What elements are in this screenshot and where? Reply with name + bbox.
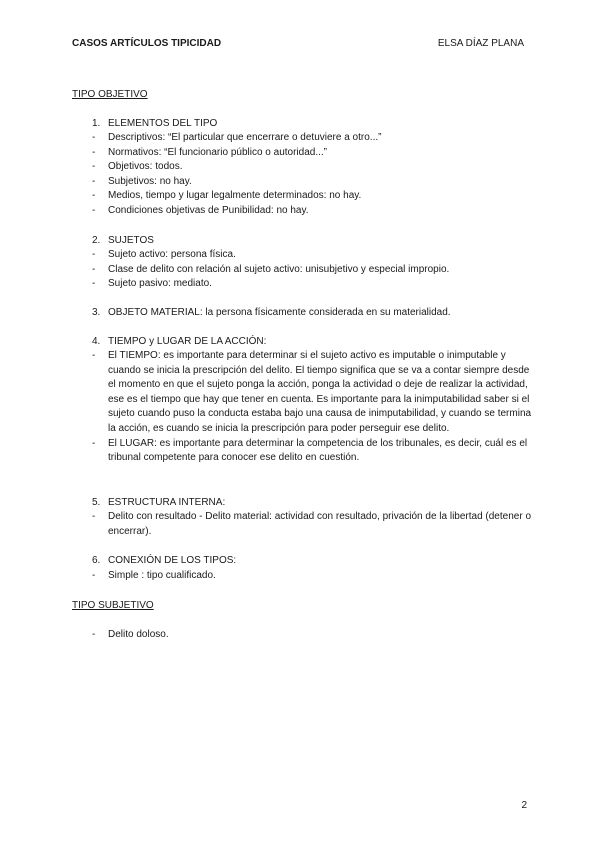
heading-text: ELEMENTOS DEL TIPO — [108, 118, 218, 129]
section-title-tipo-subjetivo: TIPO SUBJETIVO — [72, 600, 154, 611]
heading-number: 1. — [92, 118, 101, 129]
list-tiempo-lugar — [92, 349, 532, 466]
list-estructura-interna — [92, 510, 532, 539]
heading-number: 5. — [92, 497, 101, 508]
section-title-tipo-objetivo: TIPO OBJETIVO — [72, 89, 148, 100]
list-item: - Simple : tipo cualificado. — [92, 569, 532, 584]
list-item: - Delito con resultado - Delito material: actividad con resultado, privación de la libertad (detener o encerrar). — [92, 510, 532, 539]
heading-objeto-material — [92, 306, 451, 321]
heading-text: CONEXIÓN DE LOS TIPOS: — [108, 555, 237, 566]
list-item: - El LUGAR: es importante para determinar la competencia de los tribunales, es decir, cuál es el tribunal competente para conocer ese delito en cuestión. — [92, 437, 532, 466]
heading-tiempo-lugar — [92, 335, 266, 350]
list-item: - Sujeto pasivo: mediato. — [92, 277, 532, 292]
list-conexion-tipos — [92, 569, 532, 584]
list-item: - Condiciones objetivas de Punibilidad: no hay. — [92, 204, 532, 219]
heading-elementos-del-tipo — [92, 117, 217, 132]
list-item: - Medios, tiempo y lugar legalmente determinados: no hay. — [92, 189, 532, 204]
heading-conexion-tipos — [92, 554, 236, 569]
heading-text: ESTRUCTURA INTERNA: — [108, 497, 226, 508]
heading-text: TIEMPO y LUGAR DE LA ACCIÓN: — [108, 336, 267, 347]
list-item: - Descriptivos: “El particular que encerrare o detuviere a otro...” — [92, 131, 532, 146]
heading-number: 4. — [92, 336, 101, 347]
list-item: - Sujeto activo: persona física. — [92, 248, 532, 263]
list-item: - Delito doloso. — [92, 628, 532, 643]
document-title: CASOS ARTÍCULOS TIPICIDAD — [72, 38, 222, 49]
heading-estructura-interna — [92, 496, 225, 511]
heading-number: 2. — [92, 235, 101, 246]
list-item: - Normativos: “El funcionario público o autoridad...” — [92, 146, 532, 161]
list-item: - Clase de delito con relación al sujeto activo: unisubjetivo y especial impropio. — [92, 263, 532, 278]
list-item: - Objetivos: todos. — [92, 160, 532, 175]
list-sujetos — [92, 248, 532, 292]
document-author: ELSA DÍAZ PLANA — [437, 38, 524, 49]
list-elementos-del-tipo — [92, 131, 532, 219]
list-item: - Subjetivos: no hay. — [92, 175, 532, 190]
heading-number: 3. — [92, 307, 101, 318]
list-item: - El TIEMPO: es importante para determinar si el sujeto activo es imputable o inimputable y cuando se inicia la prescripción del delito. El tiempo significa que se va a contar siempre desde el momento en que el sujeto ponga la acción, ponga la actividad o deje de realizar la actividad, ese es el tiempo que hay que tener en cuenta. Es importante para la inimputabilidad saber si el sujeto cuando puso la conducta estaba bajo una causa de inimputabilidad, y cuando se termina la acción, es cuando se inicia la prescripción para poder perseguir ese delito. — [92, 349, 532, 437]
list-tipo-subjetivo — [92, 628, 532, 643]
heading-number: 6. — [92, 555, 101, 566]
heading-sujetos — [92, 234, 154, 249]
heading-text: OBJETO MATERIAL: la persona físicamente considerada en su materialidad. — [108, 307, 451, 318]
page-number: 2 — [521, 800, 527, 811]
heading-text: SUJETOS — [108, 235, 154, 246]
